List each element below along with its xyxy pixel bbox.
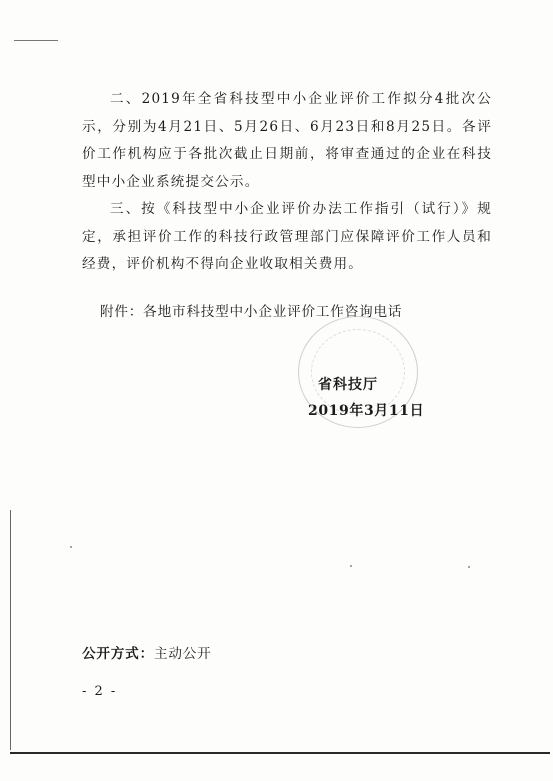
disclosure-value: 主动公开	[153, 646, 212, 662]
document-date: 2019年3月11日	[308, 403, 425, 419]
paragraph-publicity-schedule: 二、2019年全省科技型中小企业评价工作拟分4批次公示，分别为4月21日、5月26日、6月23日和8月25日。各评价工作机构应于各批次截止日期前，将审查通过的企业在科技型中小企业系统提交公示。	[82, 91, 492, 190]
disclosure-method	[82, 642, 212, 662]
signer-name: 省科技厅	[318, 377, 378, 393]
scan-edge-line	[10, 510, 11, 750]
paragraph-evaluation-guidelines: 三、按《科技型中小企业评价办法工作指引（试行）》规定，承担评价工作的科技行政管理部门应保障评价工作人员和经费，评价机构不得向企业收取相关费用。	[82, 201, 492, 272]
top-rule-divider	[14, 40, 58, 41]
attachment-line: 附件：各地市科技型中小企业评价工作咨询电话	[100, 304, 403, 320]
disclosure-label: 公开方式：	[82, 646, 154, 662]
page-number: - 2 -	[82, 684, 118, 699]
scan-speck	[468, 566, 470, 568]
scan-speck	[350, 565, 352, 567]
bottom-rule-divider	[10, 752, 550, 754]
scan-speck	[70, 546, 72, 548]
